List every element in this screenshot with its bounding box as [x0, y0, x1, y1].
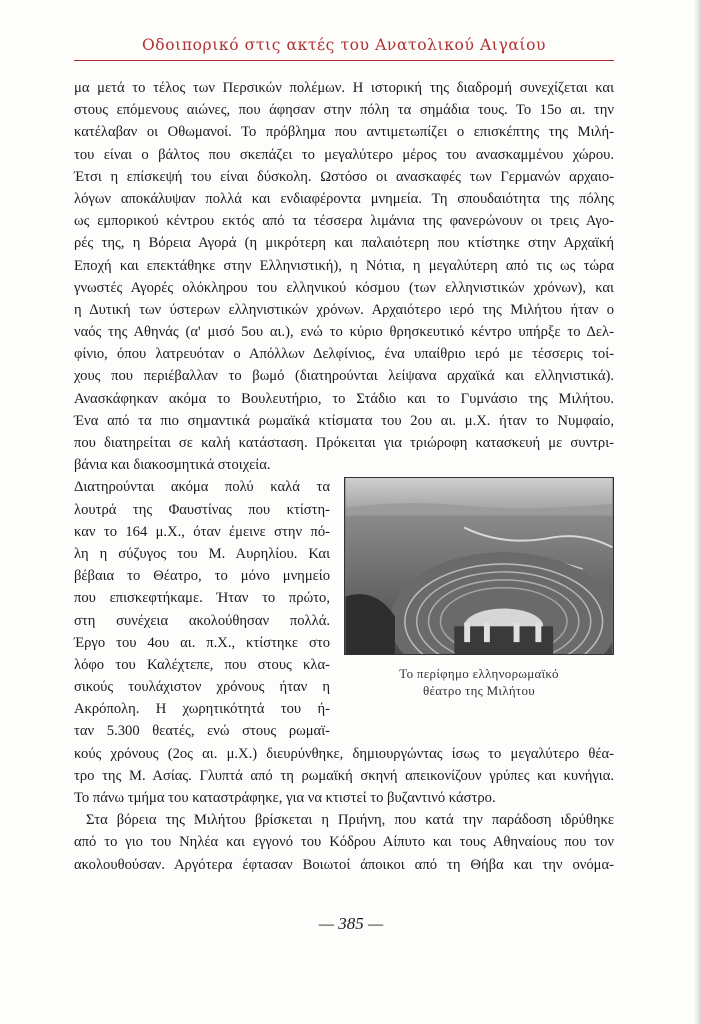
text-line: Το πάνω τμήμα του καταστράφηκε, για να κτιστεί το βυζαντινό κάστρο.	[74, 790, 496, 806]
text-line: λη η σύζυγος του Μ. Αυρηλίου. Και	[74, 545, 330, 562]
text-line: από το γιο του Νηλέα και εγγονό του Κόδρου Αίπυτο και τους Αθηναίους που τον	[74, 834, 614, 851]
text-line: γνωστές Αγορές ολόκληρου του ελληνικού κόσμου (των ελληνιστικών χρόνων), και	[74, 279, 614, 296]
text-line: φίνιο, όπου λατρευόταν ο Απόλλων Δελφίνιος, ένα υπαίθριο ιερό με τέσσερις τοί-	[74, 346, 614, 363]
figure-caption	[344, 665, 614, 699]
page-edge-shadow	[694, 0, 702, 1024]
text-line: ως εμπορικού κέντρου εκτός από τα τέσσερα λιμάνια της φανερώνουν οι τρεις Αγο-	[74, 213, 614, 230]
text-line: Διατηρούνται ακόμα πολύ καλά τα	[74, 479, 330, 496]
text-line: κούς χρόνους (2ος αι. μ.Χ.) διευρύνθηκε, δημιουργώντας ίσως το μεγαλύτερο θέα-	[74, 745, 614, 762]
text-line: Εποχή και επεκτάθηκε στην Ελληνιστική), η Νότια, η μεγαλύτερη από τις ως τώρα	[74, 257, 614, 274]
text-line: Στα βόρεια της Μιλήτου βρίσκεται η Πριήνη, που κατά την παράδοση ιδρύθηκε	[86, 812, 614, 829]
text-line: που επισκεφτήκαμε. Ήταν το πρώτο,	[74, 590, 330, 607]
text-line: Ακρόπολη. Η χωρητικότητά του ή-	[74, 701, 330, 718]
text-line: τρο της Μ. Ασίας. Γλυπτά από τη ρωμαϊκή σκηνή απεικονίζουν γρύπες και κυνήγια.	[74, 767, 614, 784]
figure	[344, 477, 614, 699]
text-line: Ανασκάφηκαν ακόμα το Βουλευτήριο, το Στάδιο και το Γυμνάσιο της Μιλήτου.	[74, 390, 614, 407]
text-line: του είναι ο βάλτος που σκεπάζει το μεγαλύτερο μέρος του ανασκαμμένου χώρου.	[74, 146, 614, 163]
text-line: σικούς τουλάχιστον χρόνους ήταν η	[74, 679, 330, 696]
text-line: ταν 5.300 θεατές, ενώ στους ρωμαϊ-	[74, 723, 330, 740]
text-line: ναός της Αθηνάς (α' μισό 5ου αι.), ενώ το κύριο θρησκευτικό κέντρο υπήρξε το Δελ-	[74, 324, 614, 341]
text-line: λουτρά της Φαυστίνας που κτίστη-	[74, 501, 330, 518]
text-line: Έργο του 4ου αι. π.Χ., κτίστηκε στο	[74, 634, 330, 651]
column	[535, 622, 541, 642]
text-line: λόγων αποκάλυψαν πολλά και ενδιαφέροντα μνημεία. Τη σπουδαιότητα της πόλης	[74, 190, 614, 207]
text-line: καν το 164 μ.Χ., όταν έμεινε στην πό-	[74, 523, 330, 540]
text-line: κατέλαβαν οι Οθωμανοί. Το πρόβλημα που αντιμετωπίζει ο επισκέπτης της Μιλή-	[74, 124, 614, 141]
column	[464, 622, 470, 642]
text-line: στη συνέχεια ακολούθησαν πολλά.	[74, 612, 330, 629]
caption-line: θέατρο της Μιλήτου	[423, 683, 535, 698]
page-number: — 385 —	[318, 914, 384, 933]
caption-line: Το περίφημο ελληνορωμαϊκό	[399, 666, 559, 681]
column	[484, 622, 490, 642]
column	[514, 622, 520, 642]
text-line: βάνια και διακοσμητικά στοιχεία.	[74, 457, 271, 474]
text-line: Ένα από τα πιο σημαντικά ρωμαϊκά κτίσματα του 2ου αι. μ.Χ. ήταν το Νυμφαίο,	[74, 412, 614, 429]
theatre-photo	[344, 477, 614, 655]
text-line: η Δυτική των ύστερων ελληνιστικών χρόνων. Αρχαιότερο ιερό της Μιλήτου ήταν ο	[74, 301, 614, 318]
text-line: ρές της, η Βόρεια Αγορά (η μικρότερη και παλαιότερη που κτίστηκε στην Αρχαϊκή	[74, 235, 614, 252]
text-line: στους επόμενους αιώνες, που άφησαν στην πόλη τα σημάδια τους. Το 15ο αι. την	[74, 102, 614, 119]
running-header: Οδοιπορικό στις ακτές του Ανατολικού Αιγαίου	[141, 36, 547, 54]
header-rule	[74, 60, 614, 61]
text-line: που διατηρείται σε καλή κατάσταση. Πρόκειται για τριώροφη κατασκευή με συντρι-	[74, 435, 614, 451]
text-line: μα μετά το τέλος των Περσικών πολέμων. Η ιστορική της διαδρομή συνεχίζεται και	[74, 80, 614, 96]
text-line: χους που περιέβαλλαν το βωμό (διατηρούνται λείψανα αρχαϊκά και ελληνιστικά).	[74, 368, 614, 385]
text-line: Έτσι η επίσκεψή του είναι δύσκολη. Ωστόσο οι ανασκαφές των Γερμανών αρχαιο-	[74, 168, 614, 185]
text-line: βέβαια το Θέατρο, το μόνο μνημείο	[74, 568, 330, 585]
text-line: λόφο του Καλέχτεπε, που στους κλα-	[74, 656, 330, 673]
text-line: ακολουθούσαν. Αργότερα έφτασαν Βοιωτοί άποικοι από τη Θήβα και την ονόμα-	[74, 856, 614, 873]
